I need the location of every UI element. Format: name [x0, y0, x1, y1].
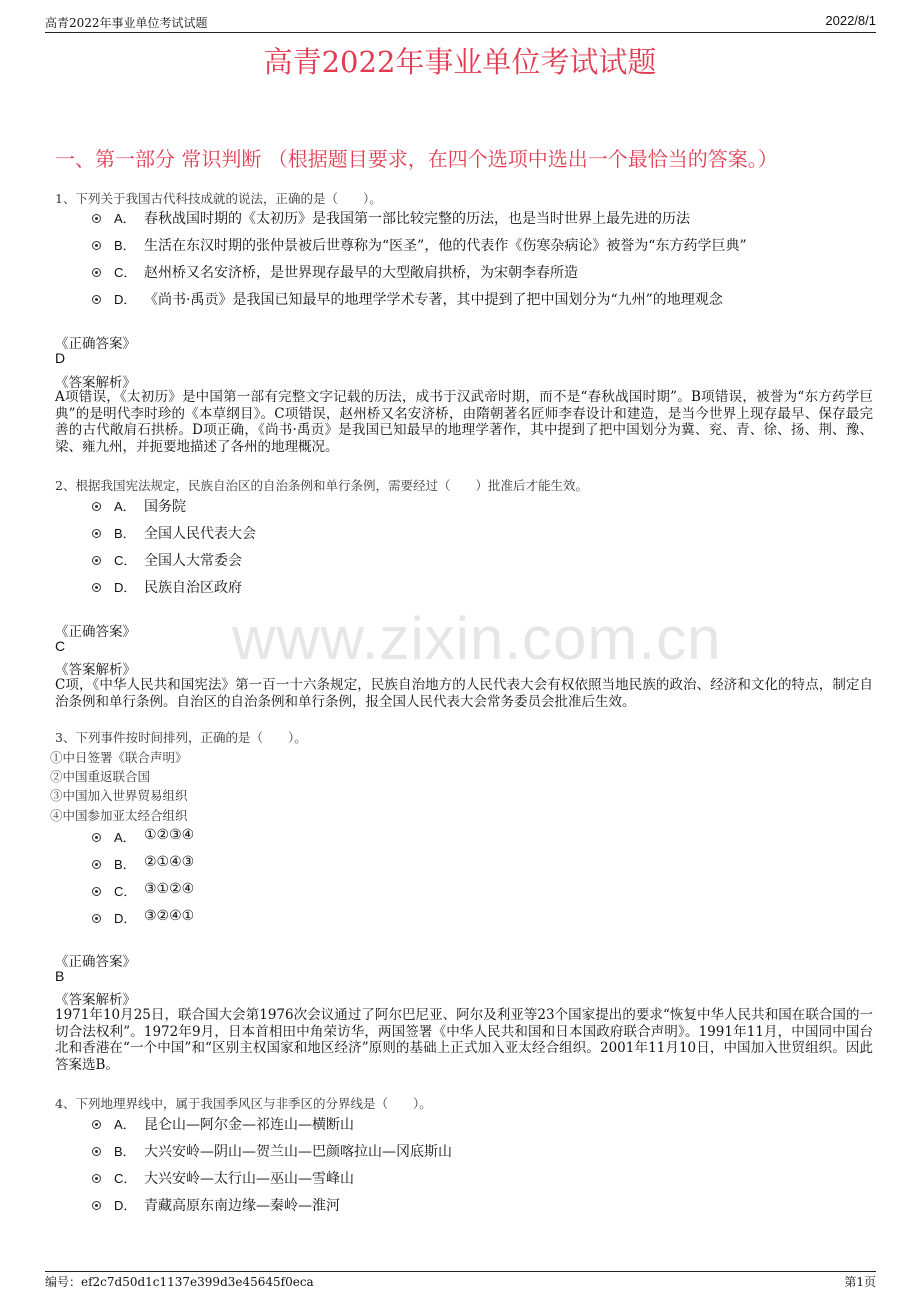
sub-item: ①中日签署《联合声明》 [50, 750, 188, 765]
radio-icon[interactable] [92, 268, 101, 277]
sub-item: ③中国加入世界贸易组织 [50, 788, 188, 803]
page-footer [45, 1271, 876, 1290]
radio-icon[interactable] [92, 529, 101, 538]
analysis-label: 《答案解析》 [55, 375, 136, 391]
answer-value: C [55, 638, 66, 654]
analysis-text: A项错误，《太初历》是中国第一部有完整文字记载的历法，成书于汉武帝时期，而不是“春秋战国时期”。B项错误，被誉为“东方药学巨典”的是明代李时珍的《本草纲目》。C项错误，赵州桥又名安济桥，由隋朝著名匠师李春设计和建造，是当今世界上现存最早、保存最完善的古代敞肩石拱桥。D项正确，《尚书·禹贡》是我国已知最早的地理学著作，其中提到了把中国划分为冀、兖、青、徐、扬、荆、豫、梁、雍九州，并扼要地描述了各州的地理概况。 [55, 389, 873, 455]
radio-icon[interactable] [92, 556, 101, 565]
sub-item: ④中国参加亚太经合组织 [50, 808, 188, 823]
radio-icon[interactable] [92, 241, 101, 250]
radio-icon[interactable] [92, 860, 101, 869]
answer-label: 《正确答案》 [55, 954, 136, 970]
section-heading: 一、第一部分 常识判断 （根据题目要求，在四个选项中选出一个最恰当的答案。） [55, 147, 778, 171]
answer-value: D [55, 350, 66, 366]
analysis-label: 《答案解析》 [55, 662, 136, 678]
answer-label: 《正确答案》 [55, 624, 136, 640]
analysis-label: 《答案解析》 [55, 992, 136, 1008]
analysis-text: C项，《中华人民共和国宪法》第一百一十六条规定，民族自治地方的人民代表大会有权依照当地民族的政治、经济和文化的特点，制定自治条例和单行条例。自治区的自治条例和单行条例，报全国人民代表大会常务委员会批准后生效。 [55, 677, 873, 710]
question-stem: 3、下列事件按时间排列，正确的是（ ）。 [55, 730, 307, 745]
page-header [45, 12, 876, 33]
question-stem: 1、下列关于我国古代科技成就的说法，正确的是（ ）。 [55, 191, 382, 206]
radio-icon[interactable] [92, 887, 101, 896]
watermark: www.zixin.com.cn [232, 605, 722, 672]
radio-icon[interactable] [92, 583, 101, 592]
radio-icon[interactable] [92, 1120, 101, 1129]
doc-id: 编号：ef2c7d50d1c1137e399d3e45645f0eca [45, 1275, 314, 1289]
radio-icon[interactable] [92, 295, 101, 304]
radio-icon[interactable] [92, 1201, 101, 1210]
radio-icon[interactable] [92, 1147, 101, 1156]
radio-icon[interactable] [92, 1174, 101, 1183]
header-date: 2022/8/1 [825, 13, 876, 28]
page-number: 第1页 [844, 1275, 876, 1289]
header-doc-title: 高青2022年事业单位考试试题 [45, 16, 208, 30]
sub-item: ②中国重返联合国 [50, 769, 151, 784]
radio-icon[interactable] [92, 914, 101, 923]
analysis-text: 1971年10月25日，联合国大会第1976次会议通过了阿尔巴尼亚、阿尔及利亚等23个国家提出的要求“恢复中华人民共和国在联合国的一切合法权利”。1972年9月，日本首相田中角荣访华，两国签署《中华人民共和国和日本国政府联合声明》。1991年11月，中国同中国台北和香港在“一个中国”和“区别主权国家和地区经济”原则的基础上正式加入亚太经合组织。2001年11月10日，中国加入世贸组织。因此答案选B。 [55, 1007, 873, 1073]
answer-value: B [55, 968, 65, 984]
radio-icon[interactable] [92, 502, 101, 511]
page-title: 高青2022年事业单位考试试题 [263, 45, 657, 79]
radio-icon[interactable] [92, 833, 101, 842]
question-stem: 2、根据我国宪法规定，民族自治区的自治条例和单行条例，需要经过（ ）批准后才能生效。 [55, 478, 588, 493]
radio-icon[interactable] [92, 214, 101, 223]
question-stem: 4、下列地理界线中，属于我国季风区与非季区的分界线是（ ）。 [55, 1096, 432, 1111]
answer-label: 《正确答案》 [55, 336, 136, 352]
